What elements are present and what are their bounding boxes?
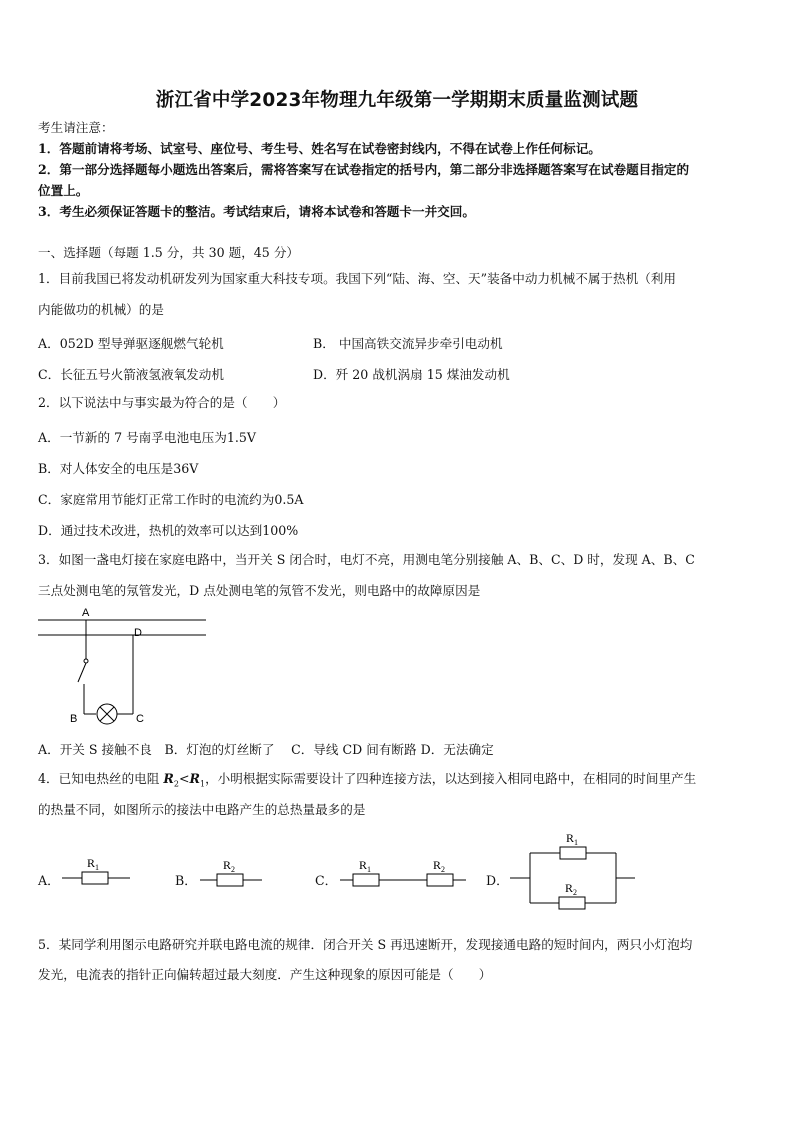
question-4-option-a-label: A． (38, 873, 60, 888)
svg-text:R2: $R_2$ (565, 881, 578, 897)
notice-heading: 考生请注意： (38, 120, 114, 135)
point-label-a: A (82, 607, 90, 619)
question-3-options: A．开关 S 接触不良 B．灯泡的灯丝断了 C．导线 CD 间有断路 D．无法确定 (38, 742, 494, 757)
point-label-d: D (134, 627, 142, 639)
resistor-r2 (559, 897, 585, 909)
r2-subscript: 2 (173, 779, 179, 789)
question-4-text: ，小明根据实际需要设计了四种连接方法，以达到接入相同电路中，在相同的时间里产生 (205, 771, 697, 786)
notice-item: 3．考生必须保证答题卡的整洁。考试结束后，请将本试卷和答题卡一并交回。 (38, 204, 475, 219)
question-2-option-c: C．家庭常用节能灯正常工作时的电流约为0.5A (38, 492, 304, 507)
question-1-option-c: C．长征五号火箭液氢液氧发动机 (38, 367, 224, 382)
household-circuit-diagram (36, 604, 216, 728)
svg-text:R1: $R_1$ (87, 856, 100, 872)
question-3-stem-cont: 三点处测电笔的氖管发光，D 点处测电笔的氖管不发光，则电路中的故障原因是 (38, 583, 481, 598)
point-label-c: C (136, 713, 144, 725)
notice-item: 1．答题前请将考场、试室号、座位号、考生号、姓名写在试卷密封线内，不得在试卷上作任何标记。 (38, 141, 601, 156)
notice-item: 2．第一部分选择题每小题选出答案后，需将答案写在试卷指定的括号内，第二部分非选择题答案写在试卷题目指定的 (38, 162, 690, 177)
question-2-option-a: A．一节新的 7 号南孚电池电压为1.5V (38, 430, 256, 445)
question-4-text: 4．已知电热丝的电阻 (38, 771, 164, 786)
option-a-circuit (62, 856, 130, 884)
r1-subscript: 1 (199, 779, 206, 789)
resistor-connection-diagrams (0, 825, 794, 915)
question-5-stem-cont: 发光，电流表的指针正向偏转超过最大刻度．产生这种现象的原因可能是（ ） (38, 967, 492, 982)
question-1-option-d: D．歼 20 战机涡扇 15 煤油发动机 (313, 367, 510, 382)
point-label-b: B (70, 713, 78, 725)
section-heading: 一、选择题（每题 1.5 分，共 30 题，45 分） (38, 245, 300, 260)
question-4-option-b-label: B． (175, 873, 197, 888)
svg-text:R2: $R_2$ (223, 858, 236, 874)
switch-contact (84, 659, 88, 663)
option-c-circuit (340, 858, 466, 886)
r1-symbol: R (189, 771, 200, 786)
question-4-stem-cont: 的热量不同，如图所示的接法中电路产生的总热量最多的是 (38, 802, 366, 817)
page-title: 浙江省中学2023年物理九年级第一学期期末质量监测试题 (155, 90, 639, 111)
question-4-stem (38, 771, 696, 793)
option-b-circuit (200, 858, 262, 886)
question-2-option-d: D．通过技术改进，热机的效率可以达到100% (38, 523, 299, 538)
resistor-r2 (217, 874, 243, 886)
switch-s-blade (78, 663, 86, 682)
svg-text:R1: $R_1$ (566, 831, 579, 847)
resistor-r1 (353, 874, 379, 886)
question-1-stem: 1．目前我国已将发动机研发列为国家重大科技专项。我国下列“陆、海、空、天”装备中动力机械不属于热机（利用 (38, 271, 676, 286)
svg-text:R2: $R_2$ (433, 858, 446, 874)
question-4-option-c-label: C． (315, 873, 338, 888)
question-5-stem: 5．某同学利用图示电路研究并联电路电流的规律．闭合开关 S 再迅速断开，发现接通电路的短时间内，两只小灯泡均 (38, 937, 693, 952)
less-than: < (178, 771, 190, 786)
question-4-option-d-label: D． (486, 873, 509, 888)
option-d-circuit (510, 831, 635, 909)
notice-item: 位置上。 (38, 183, 89, 198)
r2-symbol: R (163, 771, 174, 786)
question-2-stem: 2．以下说法中与事实最为符合的是（ ） (38, 395, 286, 410)
resistor-r1 (82, 872, 108, 884)
question-1-option-a: A．052D 型导弹驱逐舰燃气轮机 (38, 336, 224, 351)
resistor-r2 (427, 874, 453, 886)
resistor-r1 (560, 847, 586, 859)
question-1-stem-cont: 内能做功的机械）的是 (38, 302, 164, 317)
question-3-stem: 3．如图一盏电灯接在家庭电路中，当开关 S 闭合时，电灯不亮，用测电笔分别接触 A、B、C、D 时，发现 A、B、C (38, 552, 695, 567)
question-2-option-b: B．对人体安全的电压是36V (38, 461, 199, 476)
question-1-option-b: B． 中国高铁交流异步牵引电动机 (313, 336, 503, 351)
svg-text:R1: $R_1$ (359, 858, 372, 874)
